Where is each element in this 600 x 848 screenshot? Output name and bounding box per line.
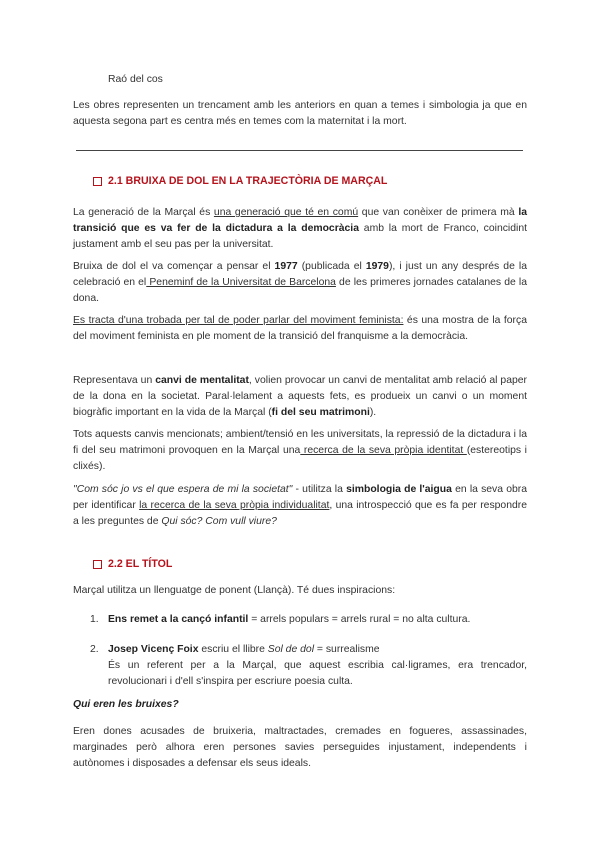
list-number-2: 2. [90, 644, 99, 655]
section-heading-1 [93, 174, 387, 188]
section-heading-2 [93, 557, 172, 571]
section-heading-1-text: 2.1 BRUIXA DE DOL EN LA TRAJECTÒRIA DE MARÇAL [108, 175, 388, 187]
subtitle: Raó del cos [108, 74, 163, 85]
section-heading-2-text: 2.2 EL TÍTOL [108, 558, 173, 570]
paragraph-llenguatge: Marçal utilitza un llenguatge de ponent (Llançà). Té dues inspiracions: [73, 585, 396, 596]
paragraph-generacio: La generació de la Marçal és una generació que té en comú que van conèixer de primera mà la transició que es va fer de la dictadura a la democràcia amb la mort de Franco, coincidint justament amb el seu pas per la universitat. [73, 207, 527, 250]
intro-paragraph: Les obres representen un trencament amb les anteriors en quan a temes i simbologia ja que en aquesta segona part es centra més en temes com la maternitat i la mort. [73, 100, 527, 127]
paragraph-canvi-mentalitat: Representava un canvi de mentalitat, volien provocar un canvi de mentalitat amb relació al paper de la dona en la societat. Paral·lelament a aquests fets, es produeix un canvi o un moment biogràfic important en la vida de la Marçal (fi del seu matrimoni). [73, 375, 528, 418]
divider [76, 150, 523, 151]
list-number-1: 1. [90, 614, 99, 625]
checkbox-icon[interactable] [93, 177, 102, 186]
list-item-1: Ens remet a la cançó infantil = arrels populars = arrels rural = no alta cultura. [108, 614, 471, 625]
question-bruixes: Qui eren les bruixes? [73, 699, 179, 710]
list-item-2: Josep Vicenç Foix escriu el llibre Sol de dol = surrealisme És un referent per a la Marçal, que aquest escribia cal·ligrames, era trencador, revolucionari i d'ell s'inspira per escriure poesia culta. [108, 644, 527, 687]
checkbox-icon[interactable] [93, 560, 102, 569]
paragraph-canvis: Tots aquests canvis mencionats; ambient/tensió en les universitats, la repressió de la dictadura i la fi del seu matrimoni provoquen en la Marçal una recerca de la seva pròpia identitat (estereotips i clixés). [73, 429, 527, 472]
paragraph-trobada: Es tracta d'una trobada per tal de poder parlar del moviment feminista: és una mostra de la força del moviment feminista en ple moment de la transició del franquisme a la democràcia. [73, 315, 527, 342]
paragraph-bruixa-de-dol: Bruixa de dol el va començar a pensar el 1977 (publicada el 1979), i just un any després de la celebració en el Peneminf de la Universitat de Barcelona de les primeres jornades catalanes de la dona. [73, 261, 528, 304]
paragraph-simbologia: "Com sóc jo vs el que espera de mi la societat" - utilitza la simbologia de l'aigua en la seva obra per identificar la recerca de la seva pròpia individualitat, una introspecció que es fa per respondre a les preguntes de Qui sóc? Com vull viure? [73, 484, 528, 527]
paragraph-bruixes: Eren dones acusades de bruixeria, maltractades, cremades en fogueres, assassinades, marginades però alhora eren persones savies perseguides injustament, independents i autònomes i disposades a defensar els seus ideals. [73, 726, 527, 769]
